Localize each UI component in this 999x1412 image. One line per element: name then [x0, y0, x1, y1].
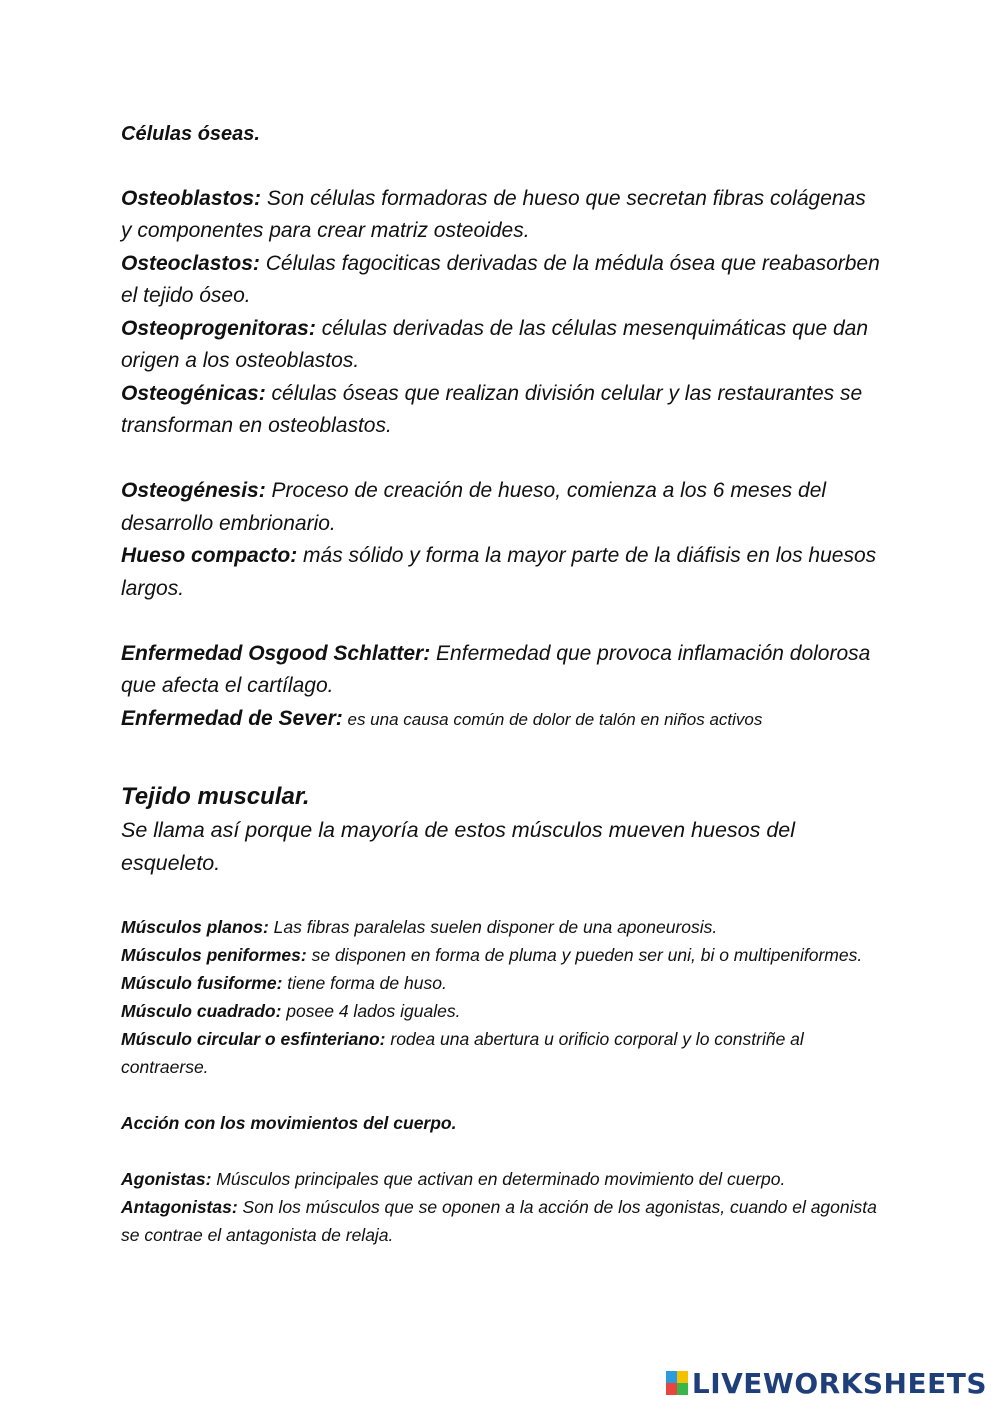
- term: Antagonistas:: [121, 1197, 238, 1217]
- definition-text: Son células formadoras de hueso que secretan fibras colágenas y componentes para crear matriz osteoides.: [121, 186, 866, 242]
- definition-text: Son los músculos que se oponen a la acción de los agonistas, cuando el agonista se contrae el antagonista de relaja.: [121, 1197, 877, 1245]
- term: Osteogénicas:: [121, 381, 266, 405]
- definition-text: es una causa común de dolor de talón en niños activos: [342, 709, 763, 729]
- section-title-muscle-tissue: Tejido muscular.: [121, 783, 310, 810]
- definition-musculo-cuadrado: [121, 997, 881, 1025]
- definition-osgood-schlatter: [121, 638, 881, 703]
- definition-osteogenesis: [121, 475, 881, 540]
- section-title-body-movements: Acción con los movimientos del cuerpo.: [121, 1113, 457, 1133]
- definition-text: Células fagociticas derivadas de la médula ósea que reabasorben el tejido óseo.: [121, 251, 880, 307]
- definition-musculos-planos: [121, 913, 881, 941]
- liveworksheets-logo-icon: [666, 1371, 688, 1395]
- term: Osteoblastos:: [121, 186, 262, 210]
- muscle-tissue-subtitle: Se llama así porque la mayoría de estos músculos mueven huesos del esqueleto.: [121, 818, 796, 875]
- definition-text: células óseas que realizan división celular y las restaurantes se transforman en osteoblastos.: [121, 381, 863, 437]
- definition-text: posee 4 lados iguales.: [281, 1001, 461, 1021]
- liveworksheets-logo: [666, 1368, 987, 1398]
- document-page: [121, 118, 881, 1249]
- term: Osteoclastos:: [121, 251, 260, 275]
- definition-text: Músculos principales que activan en determinado movimiento del cuerpo.: [211, 1169, 786, 1189]
- definition-osteogenicas: [121, 378, 881, 443]
- definition-text: Enfermedad que provoca inflamación dolorosa que afecta el cartílago.: [121, 641, 871, 697]
- definition-musculo-circular: [121, 1025, 881, 1081]
- term: Enfermedad Osgood Schlatter:: [121, 641, 431, 665]
- definition-musculo-fusiforme: [121, 969, 881, 997]
- term: Hueso compacto:: [121, 544, 298, 567]
- term: Enfermedad de Sever:: [121, 706, 343, 730]
- definition-osteoclastos: [121, 248, 881, 313]
- definition-text: tiene forma de huso.: [282, 973, 447, 993]
- term: Osteogénesis:: [121, 479, 266, 502]
- definition-antagonistas: [121, 1193, 881, 1249]
- definition-agonistas: [121, 1165, 881, 1193]
- section-title-bone-cells: Células óseas.: [121, 123, 260, 145]
- term: Músculos planos:: [121, 917, 269, 937]
- definition-text: se disponen en forma de pluma y pueden ser uni, bi o multipeniformes.: [306, 945, 863, 965]
- term: Osteoprogenitoras:: [121, 316, 316, 340]
- logo-text: LIVEWORKSHEETS: [691, 1366, 987, 1400]
- definition-text: Proceso de creación de hueso, comienza a los 6 meses del desarrollo embrionario.: [121, 479, 827, 535]
- term: Músculos peniformes:: [121, 945, 307, 965]
- definition-hueso-compacto: [121, 540, 881, 605]
- definition-osteoblastos: [121, 183, 881, 248]
- term: Músculo fusiforme:: [121, 973, 283, 993]
- definition-text: rodea una abertura u orificio corporal y lo constriñe al contraerse.: [121, 1029, 804, 1077]
- term: Agonistas:: [121, 1169, 212, 1189]
- definition-osteoprogenitoras: [121, 313, 881, 378]
- term: Músculo cuadrado:: [121, 1001, 282, 1021]
- definition-musculos-peniformes: [121, 941, 881, 969]
- definition-sever: [121, 703, 881, 737]
- definition-text: más sólido y forma la mayor parte de la diáfisis en los huesos largos.: [121, 544, 877, 600]
- term: Músculo circular o esfinteriano:: [121, 1029, 386, 1049]
- definition-text: células derivadas de las células mesenquimáticas que dan origen a los osteoblastos.: [121, 316, 869, 372]
- definition-text: Las fibras paralelas suelen disponer de una aponeurosis.: [268, 917, 718, 937]
